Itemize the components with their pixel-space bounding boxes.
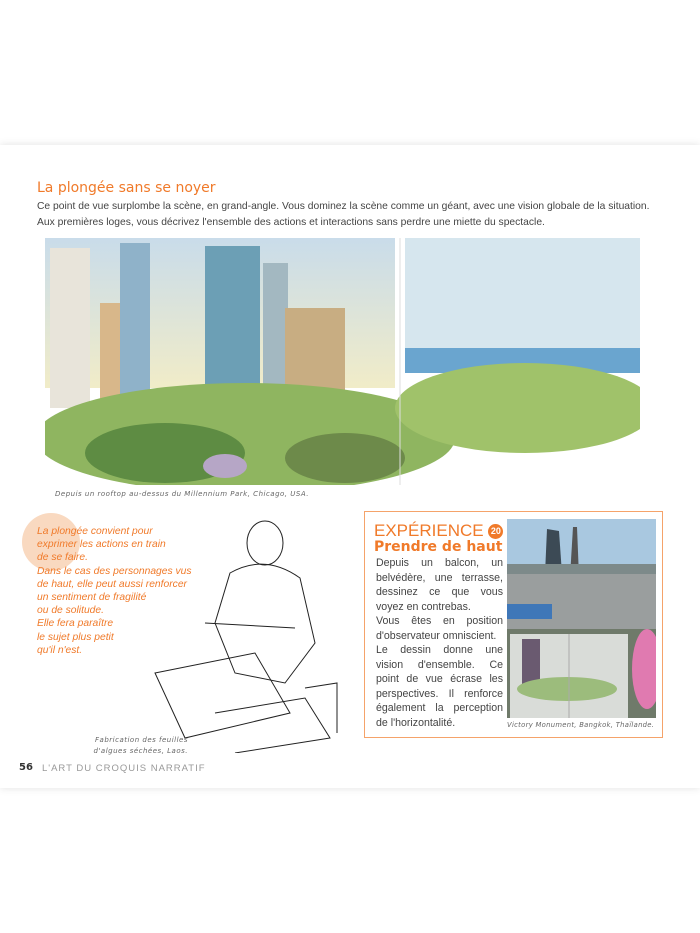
pull-quote: La plongée convient pour exprimer les actions en train de se faire. Dans le cas des personnages vus de haut, elle peut aussi renforcer un sentiment de fragilité ou de solitude. Elle fera paraître le sujet plus petit qu'il n'est. bbox=[37, 526, 192, 656]
sketch-caption bbox=[68, 735, 188, 757]
experience-paragraph: Depuis un balcon, un belvédère, une terrasse, dessinez ce que vous voyez en contrebas. bbox=[376, 557, 503, 613]
experience-paragraph: Vous êtes en position d'observateur omniscient. bbox=[376, 615, 503, 642]
intro-text: Ce point de vue surplombe la scène, en grand-angle. Vous dominez la scène comme un géant, avec une vision globale de la situation. Aux premières loges, vous décrivez l'ensemble des actions et interactions sans perdre une miette du spectacle. bbox=[37, 201, 650, 228]
experience-label: EXPÉRIENCE bbox=[374, 521, 484, 540]
experience-heading bbox=[374, 521, 503, 541]
experience-body bbox=[376, 556, 503, 730]
running-head: L'ART DU CROQUIS NARRATIF bbox=[42, 763, 206, 774]
experience-box bbox=[364, 511, 663, 738]
page-number: 56 bbox=[19, 762, 33, 773]
panorama-caption: Depuis un rooftop au-dessus du Millennium Park, Chicago, USA. bbox=[55, 490, 309, 498]
experience-paragraph: Le dessin donne une vision d'ensemble. Ce point de vue écrase les perspectives. Il renforce également la perception de l'horizontalité. bbox=[376, 644, 503, 729]
experience-title: Prendre de haut bbox=[374, 539, 503, 555]
experience-number-badge: 20 bbox=[488, 524, 503, 539]
victory-monument-photo bbox=[507, 519, 656, 718]
panorama-illustration bbox=[45, 238, 640, 485]
sketch-caption-line2: d'algues séchées, Laos. bbox=[93, 747, 188, 755]
section-title: La plongée sans se noyer bbox=[37, 180, 216, 196]
sketch-caption-line1: Fabrication des feuilles bbox=[95, 736, 188, 744]
photo-caption: Victory Monument, Bangkok, Thaïlande. bbox=[507, 721, 655, 729]
